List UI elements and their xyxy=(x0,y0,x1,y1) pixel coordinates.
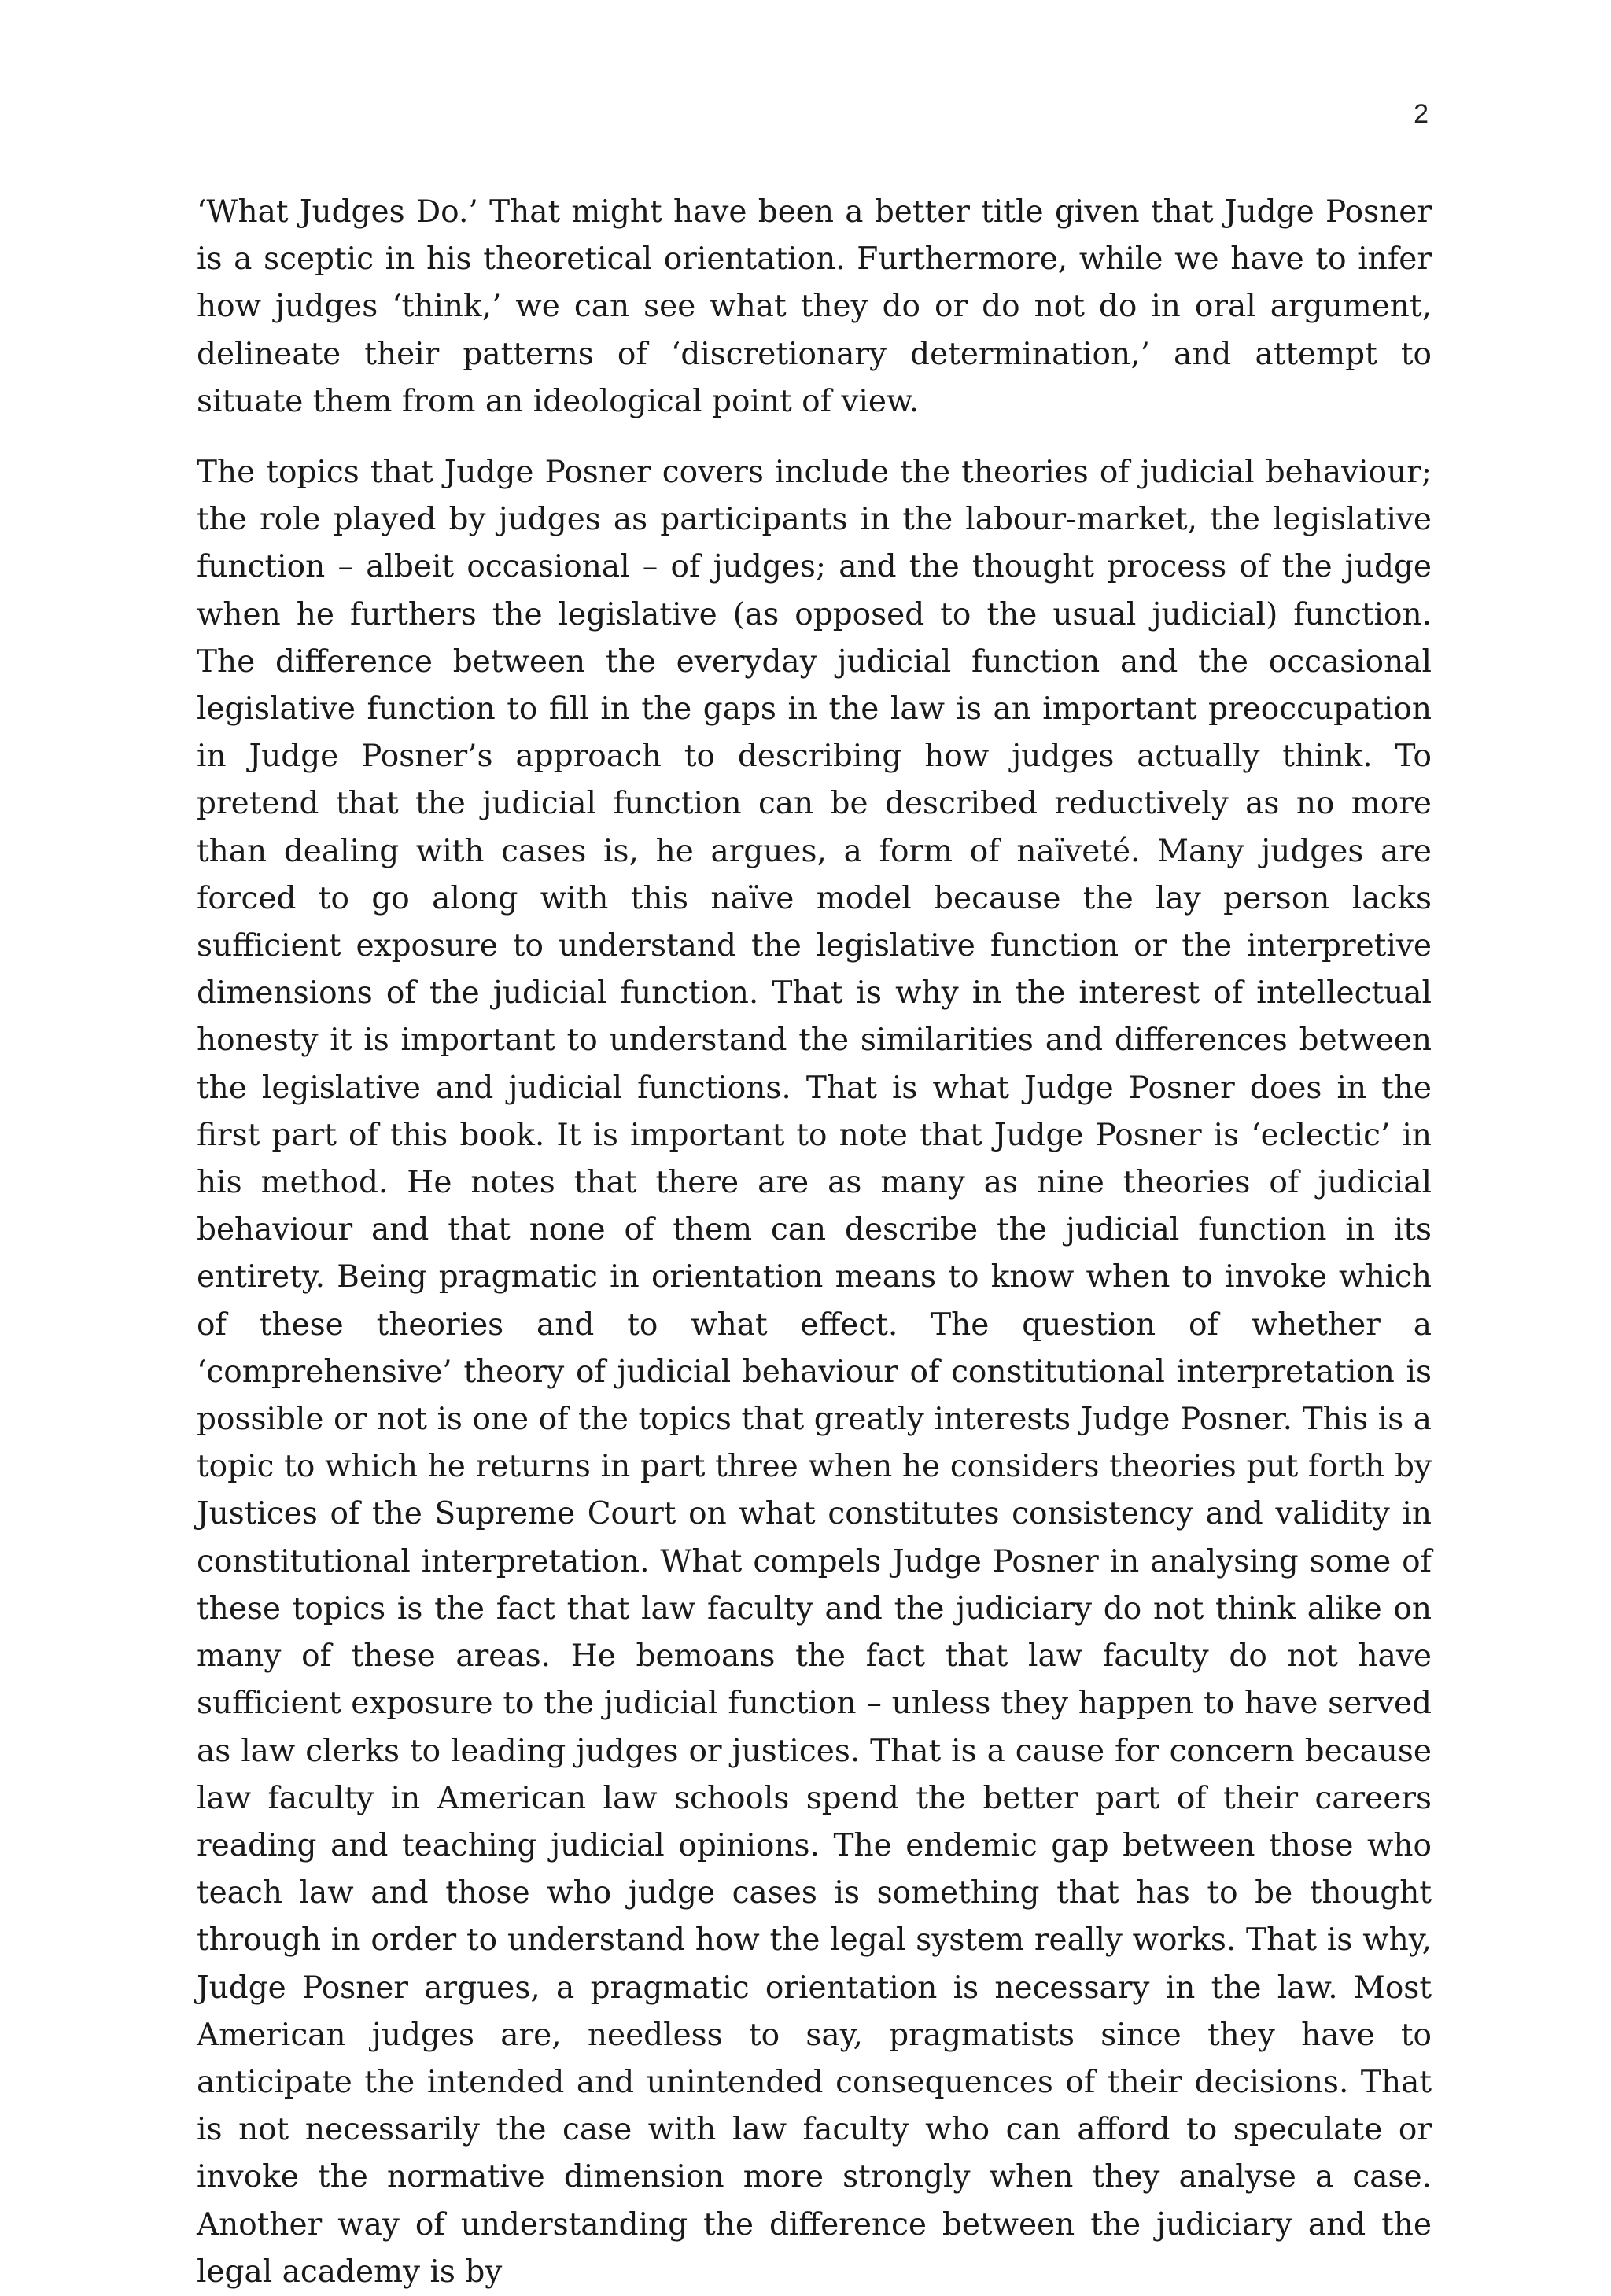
paragraph-topics: The topics that Judge Posner covers include the theories of judicial behaviour; the role played by judges as participants in the labour-market, the legislative function – albeit occasional – of judges; and the thought process of the judge when he furthers the legislative (as opposed to the usual judicial) function. The difference between the everyday judicial function and the occasional legislative function to fill in the gaps in the law is an important preoccupation in Judge Posner’s approach to describing how judges actually think. To pretend that the judicial function can be described reductively as no more than dealing with cases is, he argues, a form of naïveté. Many judges are forced to go along with this naïve model because the lay person lacks sufficient exposure to understand the legislative function or the interpretive dimensions of the judicial function. That is why in the interest of intellectual honesty it is important to understand the similarities and differences between the legislative and judicial functions. That is what Judge Posner does in the first part of this book. It is important to note that Judge Posner is ‘eclectic’ in his method. He notes that there are as many as nine theories of judicial behaviour and that none of them can describe the judicial function in its entirety. Being pragmatic in orientation means to know when to invoke which of these theories and to what effect. The question of whether a ‘comprehensive’ theory of judicial behaviour of constitutional interpretation is possible or not is one of the topics that greatly interests Judge Posner. This is a topic to which he returns in part three when he considers theories put forth by Justices of the Supreme Court on what constitutes consistency and validity in constitutional interpretation. What compels Judge Posner in analysing some of these topics is the fact that law faculty and the judiciary do not think alike on many of these areas. He bemoans the fact that law faculty do not have sufficient exposure to the judicial function – unless they happen to have served as law clerks to leading judges or justices. That is a cause for concern because law faculty in American law schools spend the better part of their careers reading and teaching judicial opinions. The endemic gap between those who teach law and those who judge cases is something that has to be thought through in order to understand how the legal system really works. That is why, Judge Posner argues, a pragmatic orientation is necessary in the law. Most American judges are, needless to say, pragmatists since they have to anticipate the intended and unintended consequences of their decisions. That is not necessarily the case with law faculty who can afford to speculate or invoke the normative dimension more strongly when they analyse a case. Another way of understanding the difference between the judiciary and the legal academy is by xyxy=(197,455,1432,2290)
page-number: 2 xyxy=(1414,99,1429,129)
body-text xyxy=(197,189,1432,2296)
paragraph-intro: ‘What Judges Do.’ That might have been a better title given that Judge Posner is a sceptic in his theoretical orientation. Furthermore, while we have to infer how judges ‘think,’ we can see what they do or do not do in oral argument, delineate their patterns of ‘discretionary determination,’ and attempt to situate them from an ideological point of view. xyxy=(197,194,1432,419)
